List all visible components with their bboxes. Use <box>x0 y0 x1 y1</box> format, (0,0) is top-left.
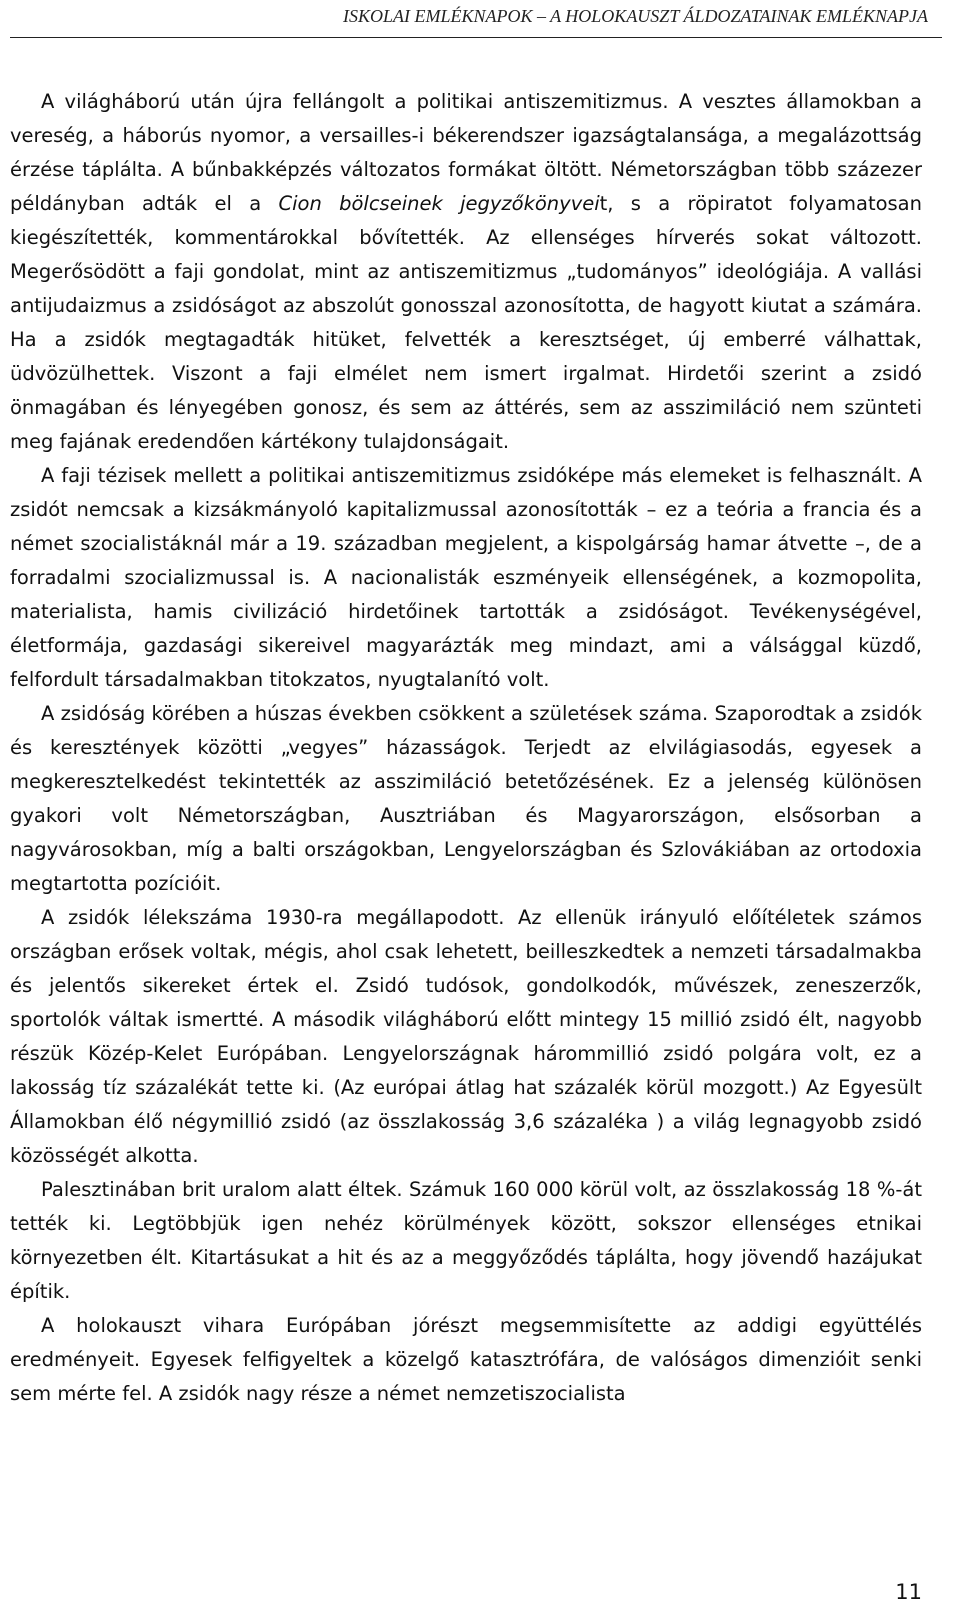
paragraph-1-lead: A világháború után újra fellángolt a politikai antiszemitizmus. A vesztes államokban a vereség, a háborús nyomor, a versailles-i békerendszer igazságtalansága, a megalázottság érzése táplálta. A bűnbakképzés változatos formákat öltött. Németországban több százezer példányban adták el a <box>10 90 922 215</box>
paragraph-5: Palesztinában brit uralom alatt éltek. Számuk 160 000 körül volt, az összlakosság 18 %-át tették ki. Legtöbbjük igen nehéz körülmények között, sokszor ellenséges etnikai környezetben élt. Kitartásukat a hit és az a meggyőződés táplálta, hogy jövendő hazájukat építik. <box>10 1178 922 1303</box>
body-text <box>10 85 922 1411</box>
paragraph-1 <box>10 85 922 459</box>
running-header: ISKOLAI EMLÉKNAPOK – A HOLOKAUSZT ÁLDOZATAINAK EMLÉKNAPJA <box>342 6 928 26</box>
paragraph-4: A zsidók lélekszáma 1930-ra megállapodott. Az ellenük irányuló előítéletek számos országban erősek voltak, mégis, ahol csak lehetett, beilleszkedtek a nemzeti társadalmakba és jelentős sikereket értek el. Zsidó tudósok, gondolkodók, művészek, zeneszerzők, sportolók váltak ismertté. A második világháború előtt mintegy 15 millió zsidó élt, nagyobb részük Közép-Kelet Európában. Lengyelországnak hárommillió zsidó polgára volt, ez a lakosság tíz százalékát tette ki. (Az európai átlag hat százalék körül mozgott.) Az Egyesült Államokban élő négymillió zsidó (az összlakosság 3,6 százaléka ) a világ legnagyobb zsidó közösségét alkotta. <box>10 906 922 1167</box>
book-title-italic: Cion bölcseinek jegyzőkönyvei <box>278 192 600 215</box>
header-divider <box>10 37 942 38</box>
paragraph-6: A holokauszt vihara Európában jórészt megsemmisítette az addigi együttélés eredményeit. Egyesek felfigyeltek a közelgő katasztrófára, de valóságos dimenzióit senki sem mérte fel. A zsidók nagy része a német nemzetiszocialista <box>10 1314 922 1405</box>
paragraph-1-rest: t, s a röpiratot folyamatosan kiegészítették, kommentárokkal bővítették. Az ellenséges hírverés sokat változott. Megerősödött a faji gondolat, mint az antiszemitizmus „tudományos” ideológiája. A vallási antijudaizmus a zsidóságot az abszolút gonosszal azonosította, de hagyott kiutat a számára. Ha a zsidók megtagadták hitüket, felvették a keresztséget, új emberré válhattak, üdvözülhettek. Viszont a faji elmélet nem ismert irgalmat. Hirdetői szerint a zsidó önmagában és lényegében gonosz, és sem az áttérés, sem az asszimiláció nem szünteti meg fajának eredendően kártékony tulajdonságait. <box>10 192 922 453</box>
paragraph-3: A zsidóság körében a húszas években csökkent a születések száma. Szaporodtak a zsidók és keresztények közötti „vegyes” házasságok. Terjedt az elvilágiasodás, egyesek a megkeresztelkedést tekintették az asszimiláció betetőzésének. Ez a jelenség különösen gyakori volt Németországban, Ausztriában és Magyarországon, elsősorban a nagyvárosokban, míg a balti országokban, Lengyelországban és Szlovákiában az ortodoxia megtartotta pozícióit. <box>10 702 922 895</box>
paragraph-2: A faji tézisek mellett a politikai antiszemitizmus zsidóképe más elemeket is felhasznált. A zsidót nemcsak a kizsákmányoló kapitalizmussal azonosították – ez a teória a francia és a német szocialistáknál már a 19. században megjelent, a kispolgárság hamar átvette –, de a forradalmi szocializmussal is. A nacionalisták eszményeik ellenségének, a kozmopolita, materialista, hamis civilizáció hirdetőinek tartották a zsidóságot. Tevékenységével, életformája, gazdasági sikereivel magyarázták meg mindazt, ami a válsággal küzdő, felfordult társadalmakban titokzatos, nyugtalanító volt. <box>10 464 922 691</box>
page-number: 11 <box>895 1580 922 1604</box>
